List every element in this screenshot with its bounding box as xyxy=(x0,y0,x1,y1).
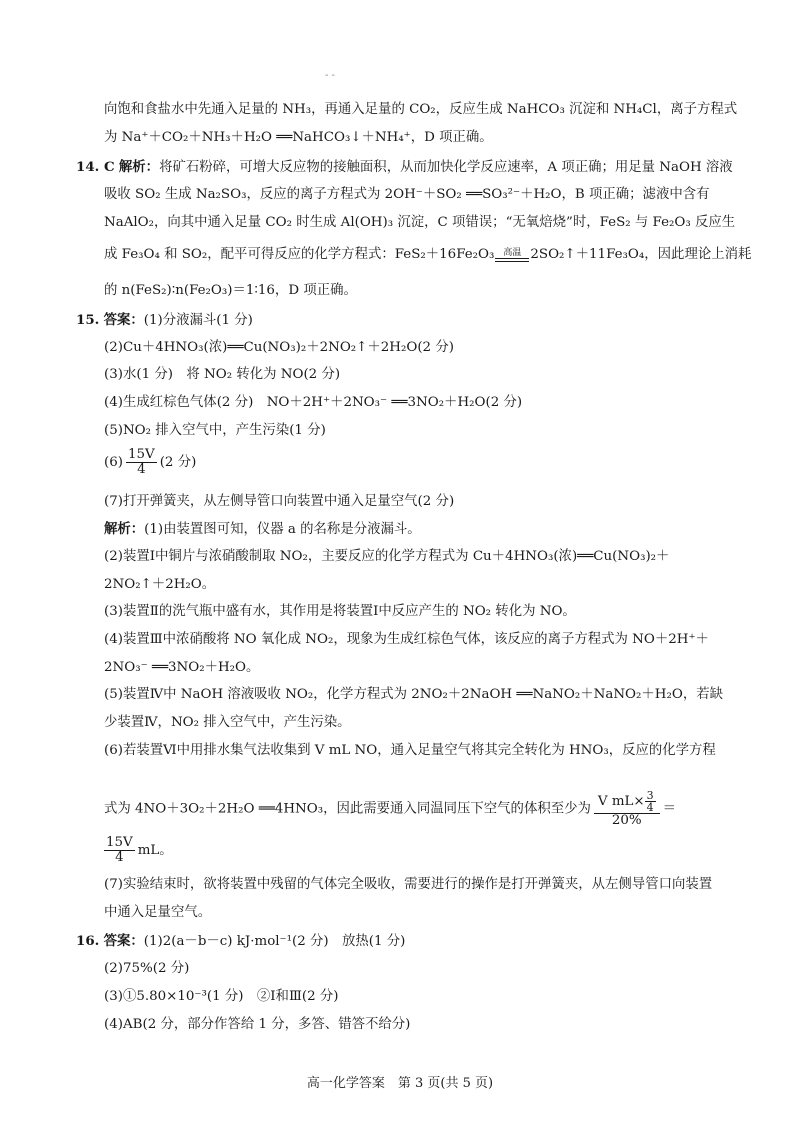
q16-answer-4: (4)AB(2 分，部分作答给 1 分，多答、错答不给分) xyxy=(104,1017,411,1032)
q16-answer-2: (2)75%(2 分) xyxy=(104,961,190,976)
fraction-numerator: 15V xyxy=(127,447,155,462)
q16-answer-3: (3)①5.80×10⁻³(1 分) ②Ⅰ和Ⅲ(2 分) xyxy=(104,989,339,1004)
q14-line-5: 的 n(FeS₂)∶n(Fe₂O₃)＝1∶16，D 项正确。 xyxy=(104,283,357,298)
q15-answer-3: (3)水(1 分) 将 NO₂ 转化为 NO(2 分) xyxy=(104,367,341,382)
result-fraction xyxy=(104,836,135,865)
q14-line-4-b: 2SO₂↑＋11Fe₃O₄，因此理论上消耗 xyxy=(530,247,752,262)
q14-line-2: 吸收 SO₂ 生成 Na₂SO₃，反应的离子方程式为 2OH⁻＋SO₂ ══SO₃²⁻＋H₂O，B 项正确；滤液中含有 xyxy=(104,187,710,202)
result-numerator: 15V xyxy=(106,835,133,850)
q15-answer-5: (5)NO₂ 排入空气中，产生污染(1 分) xyxy=(104,423,326,438)
q15-answer-4: (4)生成红棕色气体(2 分) NO＋2H⁺＋2NO₃⁻ ══3NO₂＋H₂O(2 分) xyxy=(104,395,523,410)
q13-line-2: 为 Na⁺＋CO₂＋NH₃＋H₂O ══NaHCO₃↓＋NH₄⁺，D 项正确。 xyxy=(104,130,493,145)
q15-answer-6-pre: (6) xyxy=(104,455,123,470)
q15-explain-5a: (5)装置Ⅳ中 NaOH 溶液吸收 NO₂，化学方程式为 2NO₂＋2NaOH ══NaNO₂＋NaNO₂＋H₂O，若缺 xyxy=(104,687,723,702)
q16-answer-label: 答案： xyxy=(103,933,144,949)
q15-explain-6b-pre: 式为 4NO＋3O₂＋2H₂O ══4HNO₃，因此需要通入同温同压下空气的体积至少为 xyxy=(104,801,591,817)
q15-explain-2b: 2NO₂↑＋2H₂O。 xyxy=(104,577,216,592)
q15-answer-label: 答案： xyxy=(103,312,144,328)
q15-answer-7: (7)打开弹簧夹，从左侧导管口向装置中通入足量空气(2 分) xyxy=(104,494,455,509)
q16-line-1 xyxy=(76,932,405,951)
q15-explain-3: (3)装置Ⅱ的洗气瓶中盛有水，其作用是将装置Ⅰ中反应产生的 NO₂ 转化为 NO。 xyxy=(104,604,576,619)
q15-explain-2a: (2)装置Ⅰ中铜片与浓硝酸制取 NO₂，主要反应的化学方程式为 Cu＋4HNO₃(浓)══Cu(NO₃)₂＋ xyxy=(104,549,670,564)
q15-explain-7a: (7)实验结束时，欲将装置中残留的气体完全吸收，需要进行的操作是打开弹簧夹，从左侧导管口向装置 xyxy=(104,877,713,892)
q14-number: 14. C xyxy=(76,159,115,175)
q14-text-1: 将矿石粉碎，可增大反应物的接触面积，从而加快化学反应速率，A 项正确；用足量 NaOH 溶液 xyxy=(159,160,733,175)
q15-explain-4b: 2NO₃⁻ ══3NO₂＋H₂O。 xyxy=(104,660,260,675)
air-volume-fraction xyxy=(594,790,660,828)
q15-line-1 xyxy=(76,311,253,330)
q14-line-4 xyxy=(104,246,751,264)
four-denominator: 4 xyxy=(646,801,654,814)
q14-condition: 高温 xyxy=(503,247,522,258)
header-mark: - - xyxy=(325,70,335,81)
q15-explain-6b xyxy=(104,790,676,828)
q15-explain-4a: (4)装置Ⅲ中浓硝酸将 NO 氧化成 NO₂，现象为生成红棕色气体，该反应的离子方程式为 NO＋2H⁺＋ xyxy=(104,632,709,647)
q14-line-1 xyxy=(76,158,733,177)
q15-explain-6c-post: mL。 xyxy=(137,843,173,858)
q15-explain-1-text: (1)由装置图可知，仪器 a 的名称是分液漏斗。 xyxy=(144,522,421,537)
fraction-denominator: 4 xyxy=(137,462,146,477)
air-volume-numerator xyxy=(594,790,660,814)
q15-explain-7b: 中通入足量空气。 xyxy=(104,905,212,920)
q15-explain-1 xyxy=(104,520,421,539)
q15-analysis-label: 解析： xyxy=(104,521,145,537)
q16-answer-1: (1)2(a－b－c) kJ·mol⁻¹(2 分) 放热(1 分) xyxy=(143,934,406,949)
result-denominator: 4 xyxy=(115,850,124,865)
q14-reaction-arrow xyxy=(495,248,529,262)
q14-line-3: NaAlO₂，向其中通入足量 CO₂ 时生成 Al(OH)₃ 沉淀，C 项错误；“无氧焙烧”时，FeS₂ 与 Fe₂O₃ 反应生 xyxy=(104,215,736,230)
page-footer: 高一化学答案 第 3 页(共 5 页) xyxy=(306,1076,494,1091)
q14-line-4-a: 成 Fe₃O₄ 和 SO₂，配平可得反应的化学方程式：FeS₂＋16Fe₂O₃ xyxy=(104,247,495,262)
three-numerator: 3 xyxy=(646,789,654,802)
q15-explain-5b: 少装置Ⅳ，NO₂ 排入空气中，产生污染。 xyxy=(104,715,351,730)
three-quarters-fraction xyxy=(645,790,656,813)
q15-explain-6a: (6)若装置Ⅵ中用排水集气法收集到 V mL NO，通入足量空气将其完全转化为 HNO₃，反应的化学方程 xyxy=(104,743,716,758)
q15-answer-6-fraction xyxy=(126,448,157,477)
q15-answer-6 xyxy=(104,448,196,477)
q15-answer-1: (1)分液漏斗(1 分) xyxy=(143,313,253,328)
q14-analysis-label: 解析： xyxy=(118,159,160,175)
q13-line-1: 向饱和食盐水中先通入足量的 NH₃，再通入足量的 CO₂，反应生成 NaHCO₃ 沉淀和 NH₄Cl，离子方程式 xyxy=(104,102,738,117)
q15-answer-2: (2)Cu＋4HNO₃(浓)══Cu(NO₃)₂＋2NO₂↑＋2H₂O(2 分) xyxy=(104,340,454,355)
q15-number: 15. xyxy=(76,312,100,328)
q16-number: 16. xyxy=(76,933,100,949)
q15-explain-6c xyxy=(104,836,173,865)
air-volume-denominator: 20% xyxy=(611,813,642,828)
volume-expression: V mL× xyxy=(597,794,645,809)
q15-answer-6-post: (2 分) xyxy=(159,455,197,470)
q15-explain-6b-post: ＝ xyxy=(662,801,677,817)
